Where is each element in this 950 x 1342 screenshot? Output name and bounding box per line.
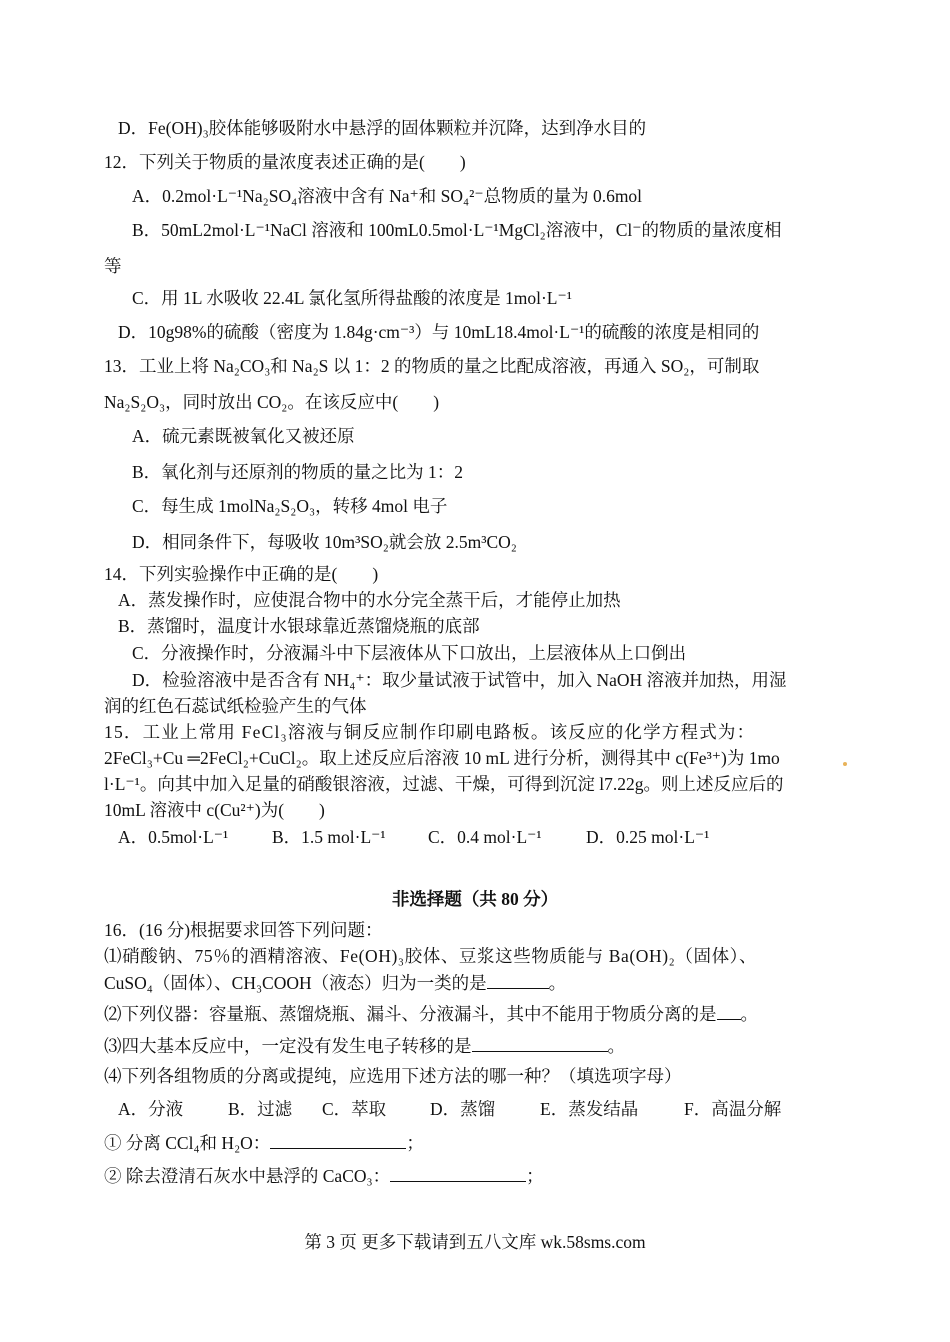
page-footer: 第 3 页 更多下载请到五八文库 wk.58sms.com — [304, 1232, 646, 1252]
q12-option-a: A．0.2mol·L⁻¹Na₂SO₄溶液中含有 Na⁺和 SO₄²⁻总物质的量为 0.6mol — [132, 186, 643, 206]
q16-sub1-text: ① 分离 CCl₄和 H₂O： — [104, 1133, 271, 1153]
semicolon-mark: ； — [526, 1166, 544, 1186]
q16-part3-text: ⑶四大基本反应中，一定没有发生电子转移的是 — [104, 1036, 472, 1056]
q16-part2 — [104, 1002, 758, 1026]
q16-option-d: D．蒸馏 — [430, 1099, 496, 1119]
q15-stem-line4: 10mL 溶液中 c(Cu²⁺)为( ) — [104, 800, 325, 820]
q14-option-a: A．蒸发操作时，应使混合物中的水分完全蒸干后，才能停止加热 — [118, 590, 621, 610]
answer-blank-3[interactable] — [472, 1037, 608, 1052]
q16-option-f: F．高温分解 — [684, 1099, 782, 1119]
q16-part2-text: ⑵下列仪器：容量瓶、蒸馏烧瓶、漏斗、分液漏斗，其中不能用于物质分离的是 — [104, 1004, 717, 1024]
q16-part1-text: CuSO₄（固体）、CH₃COOH（液态）归为一类的是 — [104, 973, 487, 993]
q11-option-d: D．Fe(OH)₃胶体能够吸附水中悬浮的固体颗粒并沉降，达到净水目的 — [118, 118, 647, 138]
q16-option-a: A．分液 — [118, 1099, 184, 1119]
q16-sub2 — [104, 1164, 544, 1188]
answer-blank-2[interactable] — [717, 1005, 741, 1020]
period-mark: 。 — [740, 1004, 758, 1024]
q13-option-d: D．相同条件下，每吸收 10m³SO₂就会放 2.5m³CO₂ — [132, 532, 517, 552]
q12-option-d: D．10g98%的硫酸（密度为 1.84g·cm⁻³）与 10mL18.4mol·L⁻¹的硫酸的浓度是相同的 — [118, 322, 760, 342]
q16-stem: 16．(16 分)根据要求回答下列问题： — [104, 920, 383, 940]
q14-option-d-cont: 润的红色石蕊试纸检验产生的气体 — [104, 696, 367, 716]
q14-stem: 14．下列实验操作中正确的是( ) — [104, 564, 379, 584]
q14-option-b: B．蒸馏时，温度计水银球靠近蒸馏烧瓶的底部 — [118, 616, 480, 636]
section-heading: 非选择题（共 80 分） — [391, 889, 559, 909]
answer-blank-4[interactable] — [270, 1134, 406, 1149]
q15-option-b: B．1.5 mol·L⁻¹ — [272, 827, 386, 847]
q16-part1: ⑴硝酸钠、75％的酒精溶液、Fe(OH)₃胶体、豆浆这些物质能与 Ba(OH)₂（固体）、 — [104, 946, 758, 966]
q13-option-c: C．每生成 1molNa₂S₂O₃，转移 4mol 电子 — [132, 496, 448, 516]
semicolon-mark: ； — [406, 1133, 424, 1153]
q13-option-b: B．氧化剂与还原剂的物质的量之比为 1：2 — [132, 462, 464, 482]
q16-option-c: C．萃取 — [322, 1099, 387, 1119]
q13-stem: 13．工业上将 Na₂CO₃和 Na₂S 以 1：2 的物质的量之比配成溶液，再通入 SO₂，可制取 — [104, 356, 760, 376]
q12-option-c: C．用 1L 水吸收 22.4L 氯化氢所得盐酸的浓度是 1mol·L⁻¹ — [132, 288, 572, 308]
q16-option-e: E．蒸发结晶 — [540, 1099, 639, 1119]
answer-blank-5[interactable] — [390, 1167, 526, 1182]
q16-option-b: B．过滤 — [228, 1099, 293, 1119]
decorative-dot — [843, 762, 847, 766]
q15-option-c: C．0.4 mol·L⁻¹ — [428, 827, 542, 847]
period-mark: 。 — [548, 973, 567, 993]
q15-option-a: A．0.5mol·L⁻¹ — [118, 827, 229, 847]
answer-blank-1[interactable] — [487, 974, 549, 989]
q12-stem: 12．下列关于物质的量浓度表述正确的是( ) — [104, 152, 466, 172]
q16-sub1 — [104, 1131, 424, 1155]
q16-part1-cont — [104, 971, 566, 995]
q14-option-d: D．检验溶液中是否含有 NH₄⁺：取少量试液于试管中，加入 NaOH 溶液并加热，用湿 — [132, 670, 787, 690]
q16-part4: ⑷下列各组物质的分离或提纯，应选用下述方法的哪一种？（填选项字母） — [104, 1066, 682, 1086]
q14-option-c: C．分液操作时，分液漏斗中下层液体从下口放出，上层液体从上口倒出 — [132, 643, 687, 663]
q15-stem-line2: 2FeCl₃+Cu ═2FeCl₂+CuCl₂。取上述反应后溶液 10 mL 进行分析，测得其中 c(Fe³⁺)为 1mo — [104, 748, 780, 768]
period-mark: 。 — [607, 1036, 625, 1056]
q12-option-b: B．50mL2mol·L⁻¹NaCl 溶液和 100mL0.5mol·L⁻¹MgCl₂溶液中，Cl⁻的物质的量浓度相 — [132, 220, 782, 240]
q15-option-d: D．0.25 mol·L⁻¹ — [586, 827, 710, 847]
q12-option-b-cont: 等 — [104, 256, 122, 276]
q15-stem: 15．工业上常用 FeCl₃溶液与铜反应制作印刷电路板。该反应的化学方程式为： — [104, 722, 756, 742]
q16-sub2-text: ② 除去澄清石灰水中悬浮的 CaCO₃： — [104, 1166, 391, 1186]
q13-option-a: A．硫元素既被氧化又被还原 — [132, 426, 355, 446]
q16-part3 — [104, 1034, 625, 1058]
q13-stem-cont: Na₂S₂O₃，同时放出 CO₂。在该反应中( ) — [104, 392, 440, 412]
q15-stem-line3: l·L⁻¹。向其中加入足量的硝酸银溶液，过滤、干燥，可得到沉淀 l7.22g。则上述反应后的 — [104, 774, 784, 794]
